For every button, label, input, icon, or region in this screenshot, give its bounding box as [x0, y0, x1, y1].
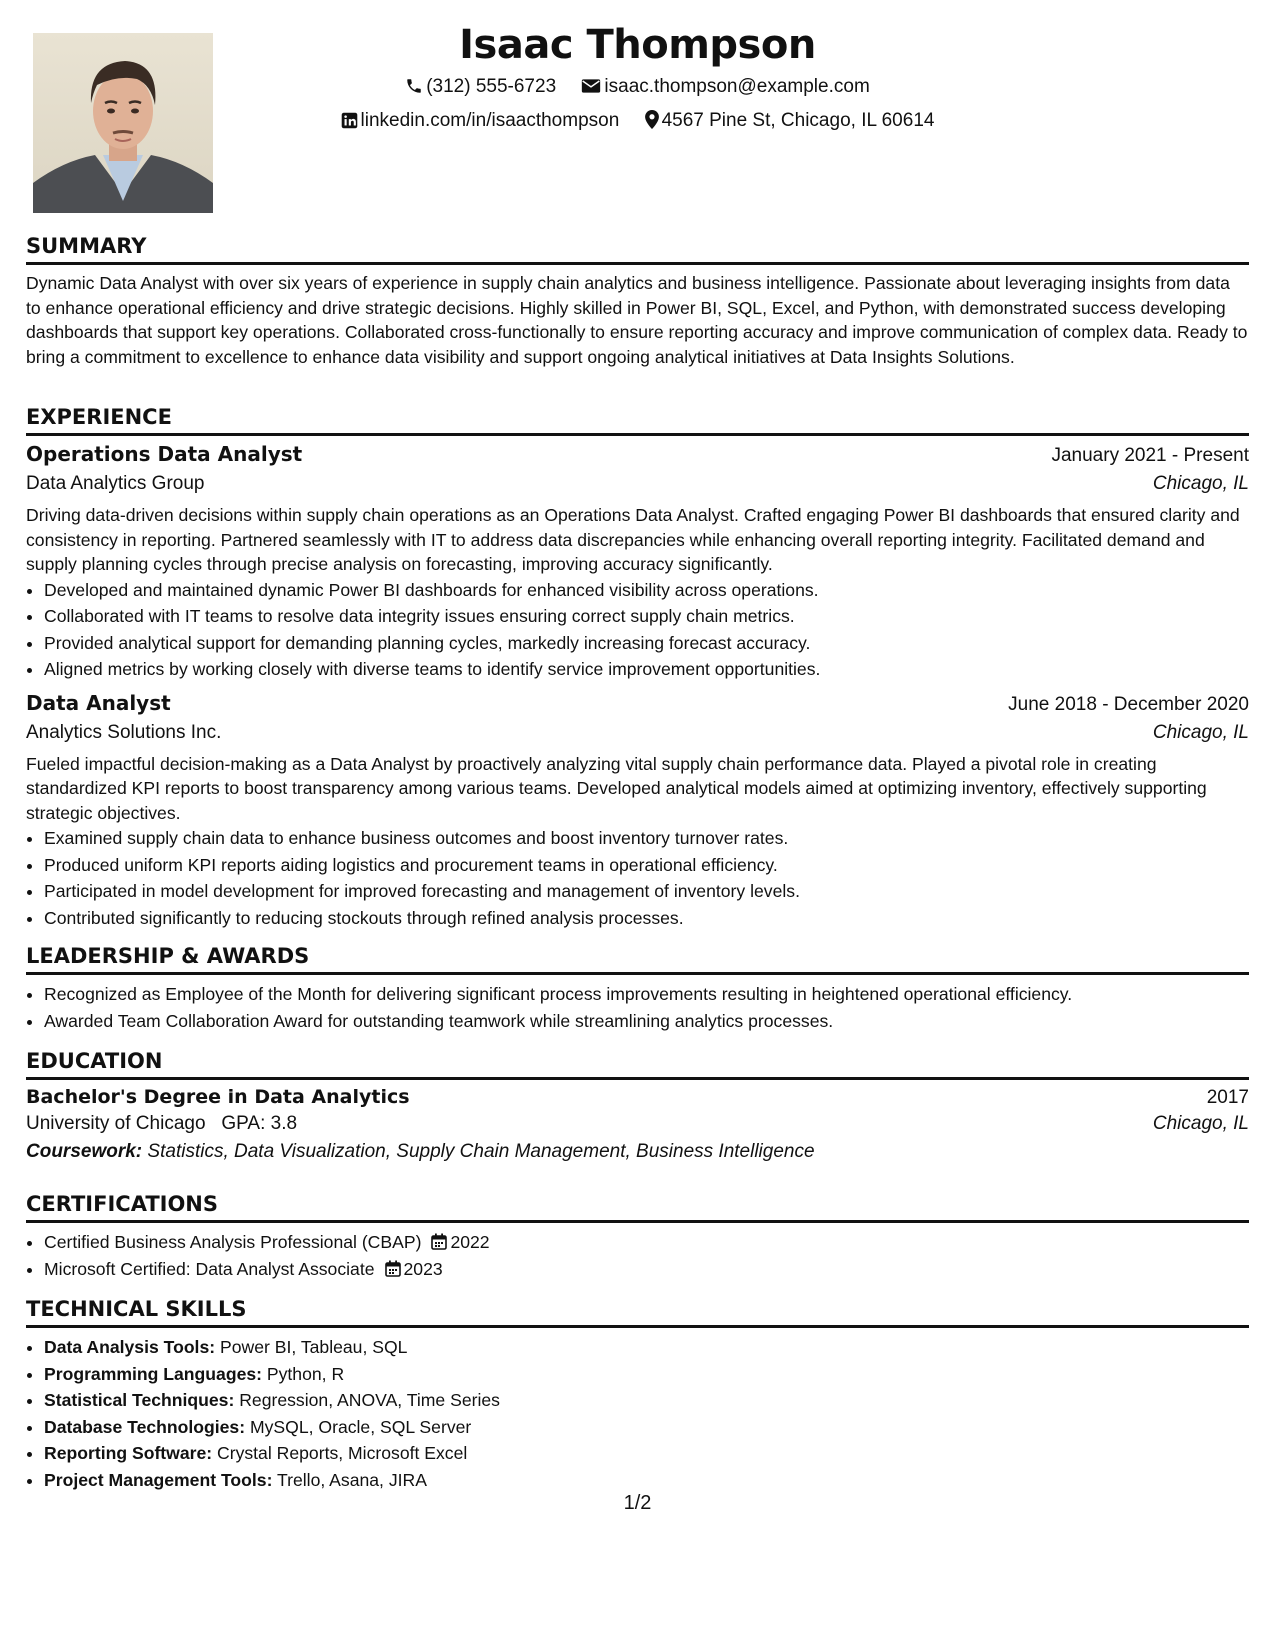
list-item	[44, 1467, 1249, 1494]
coursework-label: Coursework:	[26, 1141, 143, 1162]
candidate-name: Isaac Thompson	[459, 22, 816, 68]
skill-label: Programming Languages:	[44, 1363, 262, 1384]
job-dates: January 2021 - Present	[1051, 445, 1249, 466]
envelope-icon	[581, 77, 601, 95]
skill-value: Power BI, Tableau, SQL	[219, 1337, 408, 1357]
awards-list	[26, 981, 1249, 1034]
list-item: • Contributed significantly to reducing stockouts through refined analysis processes.	[44, 905, 1249, 932]
list-item	[44, 1334, 1249, 1361]
skill-label: Statistical Techniques:	[44, 1390, 235, 1410]
skills-heading: TECHNICAL SKILLS	[26, 1297, 1249, 1328]
job-bullets	[26, 825, 1249, 931]
list-item: • Produced uniform KPI reports aiding logistics and procurement teams in operational efficiency.	[44, 852, 1249, 879]
coursework-list: Statistics, Data Visualization, Supply Chain Management, Business Intelligence	[147, 1141, 815, 1162]
linkedin-contact[interactable]	[341, 110, 620, 132]
certification-year: 2023	[403, 1258, 443, 1279]
page-number: 1/2	[623, 1492, 652, 1514]
job-entry	[26, 442, 1249, 683]
company-name: Data Analytics Group	[26, 473, 205, 494]
skill-value: Python, R	[266, 1363, 345, 1384]
skill-value: Regression, ANOVA, Time Series	[239, 1390, 500, 1410]
linkedin-text: linkedin.com/in/isaacthompson	[360, 110, 620, 131]
school-name: University of Chicago	[26, 1113, 206, 1134]
list-item: • Aligned metrics by working closely with diverse teams to identify service improvement opportunities.	[44, 656, 1249, 683]
list-item	[44, 1361, 1249, 1388]
list-item	[44, 1440, 1249, 1467]
map-pin-icon	[645, 110, 659, 129]
phone-contact[interactable]	[405, 76, 556, 98]
calendar-icon	[431, 1233, 447, 1250]
leadership-heading: LEADERSHIP & AWARDS	[26, 944, 1249, 975]
list-item: • Developed and maintained dynamic Power BI dashboards for enhanced visibility across operations.	[44, 577, 1249, 604]
job-description: Driving data-driven decisions within supply chain operations as an Operations Data Analyst. Crafted engaging Power BI dashboards that ensured clarity and consistency in reporting. Partnered seamlessly with IT to address data discrepancies while enhancing overall reporting integrity. Facilitated demand and supply planning cycles through precise analysis on forecasting, improving accuracy significantly.	[26, 505, 1240, 574]
certification-name: Microsoft Certified: Data Analyst Associate	[44, 1258, 375, 1279]
summary-section	[26, 234, 1249, 369]
list-item: • Provided analytical support for demanding planning cycles, markedly increasing forecast accuracy.	[44, 630, 1249, 657]
phone-icon	[405, 77, 423, 95]
certifications-heading: CERTIFICATIONS	[26, 1192, 1249, 1223]
address-contact	[645, 110, 935, 132]
job-location: Chicago, IL	[1152, 473, 1249, 494]
leadership-section	[26, 944, 1249, 1034]
certifications-section	[26, 1192, 1249, 1282]
degree-title: Bachelor's Degree in Data Analytics	[26, 1086, 410, 1108]
email-contact[interactable]	[581, 76, 869, 98]
list-item	[44, 1387, 1249, 1414]
list-item	[44, 1256, 1249, 1283]
summary-text: Dynamic Data Analyst with over six years of experience in supply chain analytics and business intelligence. Passionate about leveraging insights from data to enhance operational efficiency and drive strategic decisions. Highly skilled in Power BI, SQL, Excel, and Python, with demonstrated success developing dashboards that support key operations. Collaborated cross-functionally to ensure reporting accuracy and improve communication of complex data. Ready to bring a commitment to excellence to enhance data visibility and support ongoing analytical initiatives at Data Insights Solutions.	[26, 273, 1248, 367]
phone-text: (312) 555-6723	[426, 76, 557, 97]
job-entry	[26, 691, 1249, 932]
list-item	[44, 1414, 1249, 1441]
school-location: Chicago, IL	[1152, 1113, 1249, 1134]
list-item: • Recognized as Employee of the Month for delivering significant process improvements resulting in heightened operational efficiency.	[44, 981, 1249, 1008]
list-item	[44, 1229, 1249, 1256]
job-title: Data Analyst	[26, 690, 171, 715]
graduation-year: 2017	[1206, 1087, 1249, 1108]
list-item: • Collaborated with IT teams to resolve data integrity issues ensuring correct supply chain metrics.	[44, 603, 1249, 630]
certification-name: Certified Business Analysis Professional (CBAP)	[44, 1232, 422, 1252]
list-item: • Awarded Team Collaboration Award for outstanding teamwork while streamlining analytics processes.	[44, 1008, 1249, 1035]
job-title: Operations Data Analyst	[26, 442, 303, 466]
address-text: 4567 Pine St, Chicago, IL 60614	[661, 110, 935, 131]
experience-heading: EXPERIENCE	[26, 405, 1249, 436]
company-name: Analytics Solutions Inc.	[26, 721, 222, 743]
skill-label: Project Management Tools:	[44, 1469, 273, 1490]
skill-label: Database Technologies:	[44, 1416, 246, 1437]
education-section	[26, 1049, 1249, 1163]
list-item: • Participated in model development for improved forecasting and management of inventory levels.	[44, 878, 1249, 905]
gpa: GPA: 3.8	[221, 1113, 298, 1134]
skill-value: Crystal Reports, Microsoft Excel	[217, 1443, 468, 1463]
calendar-icon	[385, 1260, 401, 1277]
job-dates: June 2018 - December 2020	[1008, 693, 1249, 715]
resume-header	[0, 22, 1275, 144]
certifications-list	[26, 1229, 1249, 1282]
skill-value: Trello, Asana, JIRA	[277, 1469, 427, 1490]
skill-label: Reporting Software:	[44, 1443, 213, 1463]
certification-year: 2022	[450, 1232, 490, 1252]
skill-value: MySQL, Oracle, SQL Server	[249, 1416, 472, 1437]
job-location: Chicago, IL	[1152, 721, 1249, 743]
summary-heading: SUMMARY	[26, 234, 1249, 265]
skills-list	[26, 1334, 1249, 1493]
job-bullets	[26, 577, 1249, 683]
email-text: isaac.thompson@example.com	[604, 76, 870, 97]
education-heading: EDUCATION	[26, 1049, 1249, 1080]
skill-label: Data Analysis Tools:	[44, 1337, 216, 1357]
skills-section	[26, 1297, 1249, 1493]
list-item: • Examined supply chain data to enhance business outcomes and boost inventory turnover rates.	[44, 825, 1249, 852]
linkedin-icon	[341, 112, 358, 129]
job-description: Fueled impactful decision-making as a Data Analyst by proactively analyzing vital supply chain performance data. Played a pivotal role in creating standardized KPI reports to boost transparency among various teams. Developed analytical models aimed at optimizing inventory, effectively supporting strategic objectives.	[26, 753, 1207, 823]
experience-section	[26, 405, 1249, 931]
